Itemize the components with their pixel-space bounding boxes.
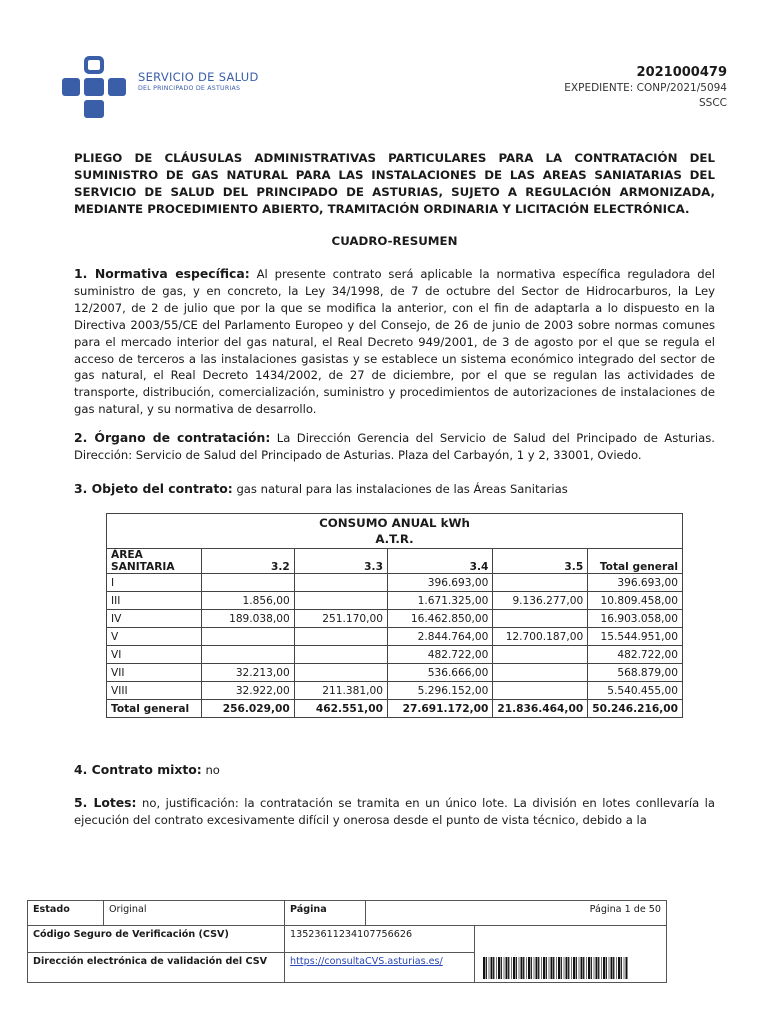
header-3-5: 3.5 [493, 549, 588, 574]
header-area [107, 549, 202, 574]
table-cell-v32 [201, 574, 294, 592]
table-cell-total: 482.722,00 [588, 646, 683, 664]
consumption-table [106, 513, 683, 718]
section-3-text: gas natural para las instalaciones de las Áreas Sanitarias [236, 482, 568, 496]
table-cell-v34: 482.722,00 [387, 646, 492, 664]
table-cell-v32: 1.856,00 [201, 592, 294, 610]
totals-label: Total general [107, 700, 202, 718]
section-5-heading: 5. Lotes: [74, 795, 137, 810]
validation-link[interactable]: https://consultaCVS.asturias.es/ [290, 956, 443, 967]
expediente: EXPEDIENTE: CONP/2021/5094 [564, 82, 727, 94]
table-cell-total: 16.903.058,00 [588, 610, 683, 628]
section-title: CUADRO-RESUMEN [331, 234, 458, 248]
csv-label: Código Seguro de Verificación (CSV) [28, 926, 285, 953]
table-cell-v33 [294, 574, 387, 592]
table-row [107, 664, 683, 682]
document-code: SSCC [699, 97, 727, 109]
header-3-3: 3.3 [294, 549, 387, 574]
section-1-text: Al presente contrato será aplicable la normativa específica reguladora del suministro de gas, y en concreto, la Ley 34/1998, de 7 de octubre del Sector de Hidrocarburos, la Ley 12/2007, de 2 de julio que por la que se modifica la anterior, con el fin de adaptarla a lo dispuesto en la Directiva 2003/55/CE del Parlamento Europeo y del Consejo, de 26 de junio de 2003 sobre normas comunes para el mercado interior del gas natural, el Real Decreto 949/2001, de 3 de agosto por el que se regula el acceso de terceros a las instalaciones gasistas y se establece un sistema económico integrado del sector de gas natural, el Real Decreto 1434/2002, de 27 de diciembre, por el que se regulan las actividades de transporte, distribución, comercialización, suministro y procedimientos de autorizaciones de instalaciones de gas natural, y su normativa de desarrollo. [74, 267, 715, 417]
barcode-icon [483, 957, 628, 979]
table-cell-total: 15.544.951,00 [588, 628, 683, 646]
table-cell-v34: 396.693,00 [387, 574, 492, 592]
estado-label: Estado [28, 901, 104, 926]
header-area-line1: ÁREA [111, 549, 143, 561]
totals-3-2: 256.029,00 [201, 700, 294, 718]
table-cell-v33: 211.381,00 [294, 682, 387, 700]
section-4-text: no [205, 763, 220, 777]
table-cell-v35 [493, 574, 588, 592]
section-5-text: no, justificación: la contratación se tramita en un único lote. La división en lotes conllevaría la ejecución del contrato excesivamente difícil y onerosa desde el punto de vista técnico, debido a la [74, 796, 716, 827]
table-cell-v34: 1.671.325,00 [387, 592, 492, 610]
table-header-row [107, 549, 683, 574]
table-cell-total: 568.879,00 [588, 664, 683, 682]
table-cell-v33 [294, 664, 387, 682]
logo-line2: DEL PRINCIPADO DE ASTURIAS [138, 85, 241, 92]
table-cell-v34: 16.462.850,00 [387, 610, 492, 628]
table-cell-area: VII [107, 664, 202, 682]
section-4-heading: 4. Contrato mixto: [74, 762, 202, 777]
section-3 [74, 481, 715, 498]
table-cell-v34: 5.296.152,00 [387, 682, 492, 700]
table-cell-area: IV [107, 610, 202, 628]
section-4 [74, 762, 715, 779]
section-3-heading: 3. Objeto del contrato: [74, 481, 233, 496]
table-row [107, 592, 683, 610]
table-cell-v34: 2.844.764,00 [387, 628, 492, 646]
table-row [107, 574, 683, 592]
table-caption-line1: CONSUMO ANUAL kWh [319, 516, 470, 530]
table-cell-v32 [201, 628, 294, 646]
table-cell-v32: 32.922,00 [201, 682, 294, 700]
table-cell-v35 [493, 664, 588, 682]
table-cell-total: 5.540.455,00 [588, 682, 683, 700]
header-3-2: 3.2 [201, 549, 294, 574]
table-cell-area: VIII [107, 682, 202, 700]
table-cell-v33 [294, 646, 387, 664]
table-cell-total: 396.693,00 [588, 574, 683, 592]
table-cell-v34: 536.666,00 [387, 664, 492, 682]
pagina-value: Página 1 de 50 [366, 901, 667, 926]
totals-3-5: 21.836.464,00 [493, 700, 588, 718]
table-cell-v35: 9.136.277,00 [493, 592, 588, 610]
table-cell-area: VI [107, 646, 202, 664]
logo-cross-icon [62, 56, 126, 118]
table-row [107, 610, 683, 628]
barcode-cell [475, 926, 667, 983]
table-cell-v35: 12.700.187,00 [493, 628, 588, 646]
section-2-heading: 2. Órgano de contratación: [74, 430, 271, 445]
table-caption-line2: A.T.R. [375, 532, 414, 546]
table-cell-v33: 251.170,00 [294, 610, 387, 628]
totals-total: 50.246.216,00 [588, 700, 683, 718]
table-cell-v32: 189.038,00 [201, 610, 294, 628]
table-cell-area: V [107, 628, 202, 646]
section-1-heading: 1. Normativa específica: [74, 266, 250, 281]
section-1 [74, 266, 715, 418]
csv-value: 13523611234107756626 [285, 926, 475, 953]
header-area-line2: SANITARIA [111, 561, 175, 573]
estado-value: Original [104, 901, 285, 926]
header-total: Total general [588, 549, 683, 574]
dir-cell [285, 953, 475, 983]
section-2-text: La Dirección Gerencia del Servicio de Salud del Principado de Asturias. Dirección: Servicio de Salud del Principado de Asturias. Plaza del Carbayón, 1 y 2, 33001, Oviedo. [74, 431, 715, 462]
validation-footer [27, 900, 667, 983]
table-cell-v35 [493, 682, 588, 700]
table-row [107, 646, 683, 664]
table-cell-v32: 32.213,00 [201, 664, 294, 682]
table-row [107, 682, 683, 700]
table-row [107, 628, 683, 646]
document-number: 2021000479 [636, 65, 727, 80]
table-cell-v32 [201, 646, 294, 664]
totals-3-3: 462.551,00 [294, 700, 387, 718]
logo-line1: SERVICIO DE SALUD [138, 70, 259, 84]
table-cell-area: I [107, 574, 202, 592]
section-2 [74, 430, 715, 464]
table-cell-v35 [493, 646, 588, 664]
logo-text [138, 71, 259, 93]
table-cell-v35 [493, 610, 588, 628]
section-5 [74, 795, 715, 829]
pagina-label: Página [285, 901, 366, 926]
table-cell-area: III [107, 592, 202, 610]
table-cell-total: 10.809.458,00 [588, 592, 683, 610]
table-cell-v33 [294, 628, 387, 646]
table-totals-row [107, 700, 683, 718]
document-reference [564, 64, 727, 111]
dir-label: Dirección electrónica de validación del CSV [28, 953, 285, 983]
document-title: PLIEGO DE CLÁUSULAS ADMINISTRATIVAS PARTICULARES PARA LA CONTRATACIÓN DEL SUMINISTRO DE GAS NATURAL PARA LAS INSTALACIONES DE LAS AREAS SANIATARIAS DEL SERVICIO DE SALUD DEL PRINCIPADO DE ASTURIAS, SUJETO A REGULACIÓN ARMONIZADA, MEDIANTE PROCEDIMIENTO ABIERTO, TRAMITACIÓN ORDINARIA Y LICITACIÓN ELECTRÓNICA. [74, 151, 715, 216]
header-3-4: 3.4 [387, 549, 492, 574]
totals-3-4: 27.691.172,00 [387, 700, 492, 718]
table-caption [107, 514, 683, 549]
table-cell-v33 [294, 592, 387, 610]
